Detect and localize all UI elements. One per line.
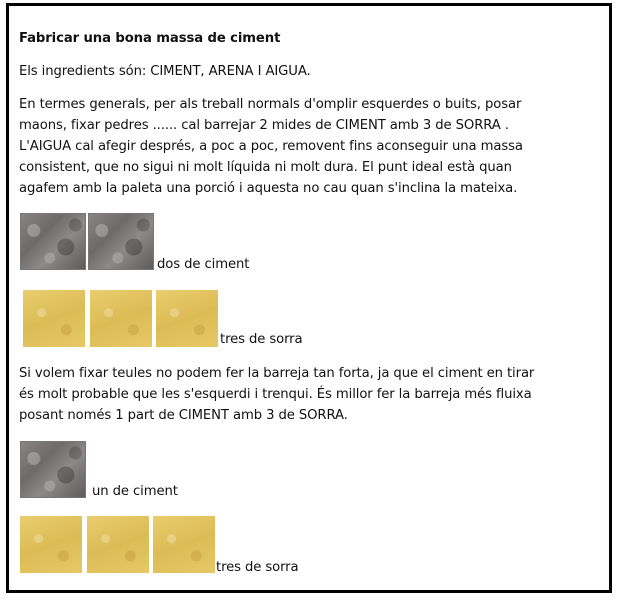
paragraph-1-line-1: En termes generals, per als treball normals d'omplir esquerdes o buits, posar [19,97,522,112]
paragraph-2-line-2: és molt probable que les s'esquerdi i trenqui. És millor fer la barreja més fluixa [19,387,532,402]
paragraph-2-line-3: posant només 1 part de CIMENT amb 3 de SORRA. [19,408,348,423]
sand-swatch [153,516,215,573]
sand-swatch [20,516,82,573]
sand-swatch [87,516,149,573]
paragraph-1-line-5: agafem amb la paleta una porció i aquesta no cau quan s'inclina la mateixa. [19,181,518,196]
cement-swatch [20,213,86,270]
paragraph-1-line-4: consistent, que no sigui ni molt líquida ni molt dura. El punt ideal està quan [19,160,512,175]
paragraph-2-line-1: Si volem fixar teules no podem fer la barreja tan forta, ja que el ciment en tirar [19,366,535,381]
ingredients-text: Els ingredients són: CIMENT, ARENA I AIGUA. [19,64,311,79]
label-un-de-ciment: un de ciment [92,484,178,499]
sand-swatch [90,290,152,347]
document-title: Fabricar una bona massa de ciment [19,31,281,46]
paragraph-1-line-2: maons, fixar pedres ...... cal barrejar 2 mides de CIMENT amb 3 de SORRA . [19,118,509,133]
sand-swatch [156,290,218,347]
cement-swatch [88,213,154,270]
label-tres-de-sorra: tres de sorra [220,332,303,347]
label-dos-de-ciment: dos de ciment [157,257,250,272]
cement-swatch [20,441,86,498]
label-tres-de-sorra-2: tres de sorra [216,560,299,575]
paragraph-1-line-3: L'AIGUA cal afegir després, a poc a poc, removent fins aconseguir una massa [19,139,523,154]
sand-swatch [23,290,85,347]
